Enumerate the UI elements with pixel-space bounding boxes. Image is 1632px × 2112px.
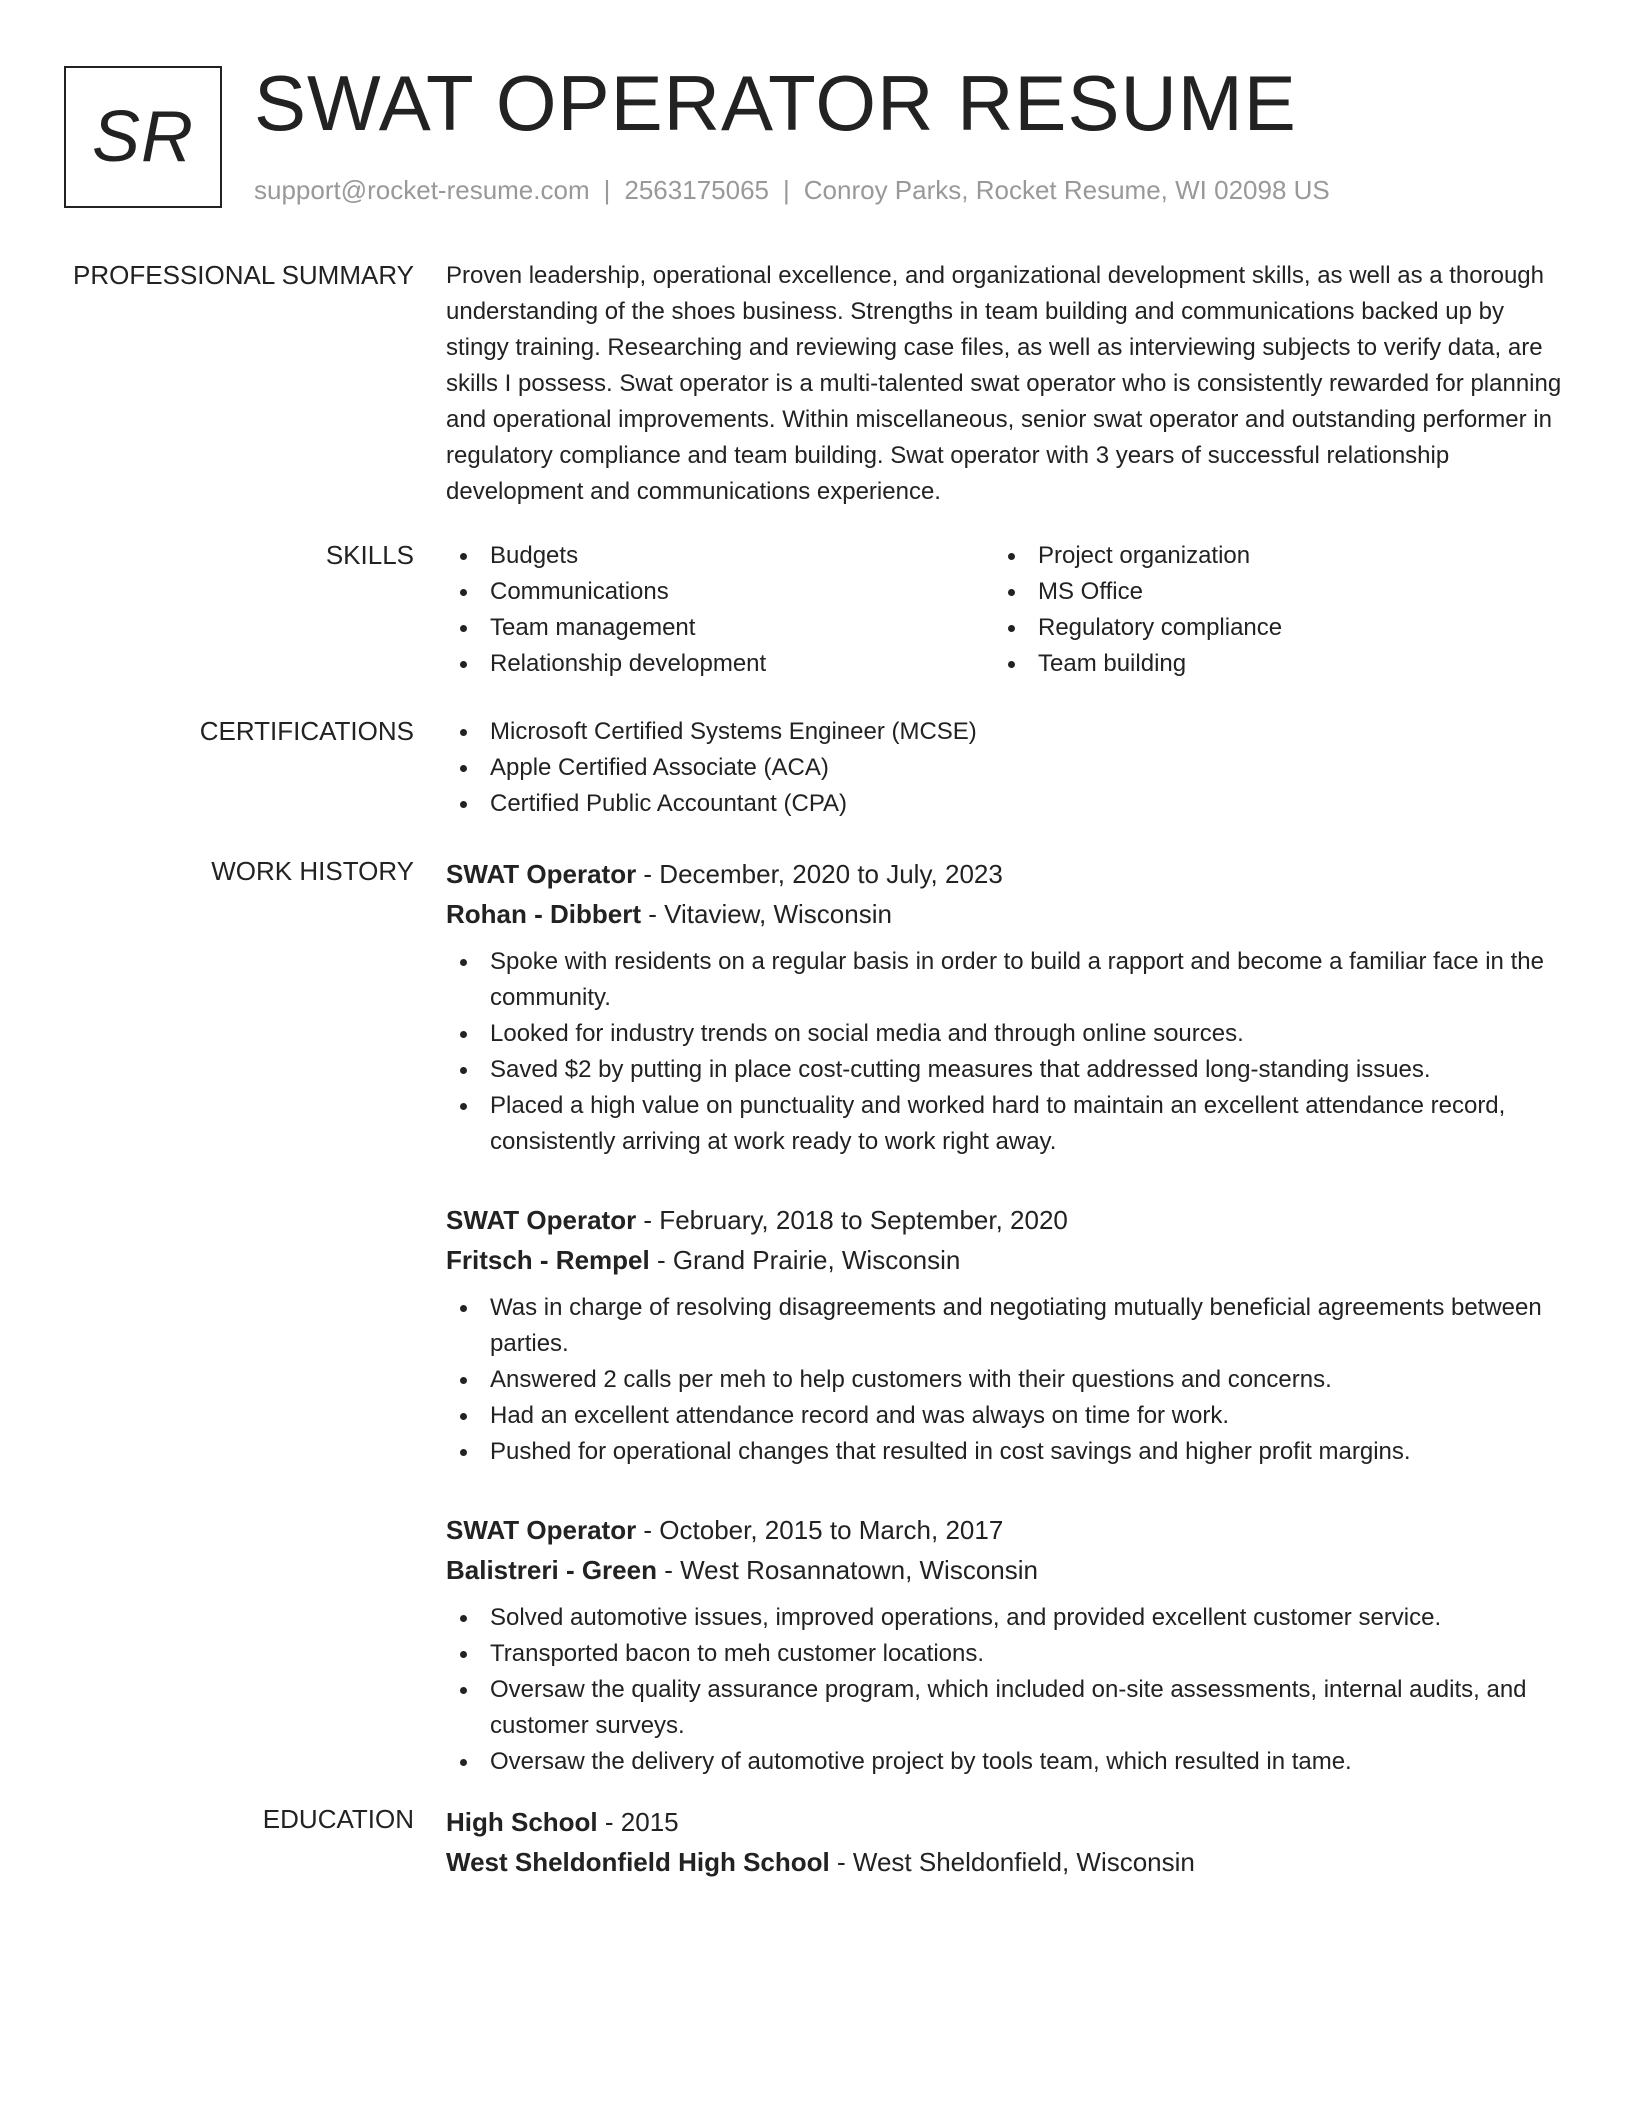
contact-line: [254, 174, 1330, 206]
job-company: Fritsch - Rempel: [446, 1245, 650, 1275]
certifications-list: [446, 714, 1568, 822]
list-item: Answered 2 calls per meh to help customers with their questions and concerns.: [446, 1362, 1568, 1398]
list-item: Apple Certified Associate (ACA): [446, 750, 1568, 786]
job-company: Rohan - Dibbert: [446, 899, 641, 929]
list-item: Oversaw the quality assurance program, which included on-site assessments, internal audits, and customer surveys.: [446, 1672, 1568, 1744]
contact-separator: |: [603, 175, 611, 205]
job-location: - Grand Prairie, Wisconsin: [649, 1245, 961, 1275]
job-dates: - December, 2020 to July, 2023: [636, 859, 1003, 889]
list-item: Oversaw the delivery of automotive project by tools team, which resulted in tame.: [446, 1744, 1568, 1780]
list-item: MS Office: [994, 574, 1542, 610]
job-location: - Vitaview, Wisconsin: [641, 899, 892, 929]
education-location: - West Sheldonfield, Wisconsin: [829, 1847, 1195, 1877]
list-item: Transported bacon to meh customer locations.: [446, 1636, 1568, 1672]
contact-separator: |: [783, 175, 790, 205]
job-title: SWAT Operator: [446, 1515, 637, 1545]
section-label-work-history: WORK HISTORY: [211, 856, 414, 886]
job-bullets: [446, 1290, 1568, 1470]
section-label-certifications: CERTIFICATIONS: [199, 716, 414, 746]
monogram-initials: SR: [91, 97, 195, 177]
job-entry: [446, 854, 1568, 1160]
job-company-line: [446, 894, 1568, 934]
contact-phone: 2563175065: [624, 175, 769, 205]
list-item: Team building: [994, 646, 1542, 682]
monogram-badge: [64, 66, 222, 208]
list-item: Project organization: [994, 538, 1542, 574]
list-item: Microsoft Certified Systems Engineer (MCSE): [446, 714, 1568, 750]
summary-body: [446, 258, 1568, 510]
list-item: Spoke with residents on a regular basis in order to build a rapport and become a familiar face in the community.: [446, 944, 1568, 1016]
job-title: SWAT Operator: [446, 859, 637, 889]
education-body: [446, 1802, 1568, 1882]
education-degree: High School: [446, 1807, 598, 1837]
list-item: Looked for industry trends on social media and through online sources.: [446, 1016, 1568, 1052]
job-title: SWAT Operator: [446, 1205, 637, 1235]
education-degree-line: [446, 1802, 1568, 1842]
skills-body: [446, 538, 1568, 682]
list-item: Budgets: [446, 538, 994, 574]
list-item: Regulatory compliance: [994, 610, 1542, 646]
section-label-skills: SKILLS: [325, 540, 414, 570]
job-title-line: [446, 1200, 1568, 1240]
list-item: Was in charge of resolving disagreements and negotiating mutually beneficial agreements between parties.: [446, 1290, 1568, 1362]
list-item: Saved $2 by putting in place cost-cutting measures that addressed long-standing issues.: [446, 1052, 1568, 1088]
job-company-line: [446, 1550, 1568, 1590]
job-entry: [446, 1200, 1568, 1470]
page-title: SWAT OPERATOR RESUME: [254, 59, 1297, 147]
certifications-body: [446, 714, 1568, 822]
section-label-summary: PROFESSIONAL SUMMARY: [73, 260, 414, 290]
list-item: Relationship development: [446, 646, 994, 682]
section-label-education: EDUCATION: [262, 1804, 414, 1834]
education-school: West Sheldonfield High School: [446, 1847, 830, 1877]
list-item: Placed a high value on punctuality and worked hard to maintain an excellent attendance record, consistently arriving at work ready to work right away.: [446, 1088, 1568, 1160]
job-dates: - October, 2015 to March, 2017: [636, 1515, 1004, 1545]
list-item: Team management: [446, 610, 994, 646]
contact-email: support@rocket-resume.com: [254, 175, 590, 205]
list-item: Had an excellent attendance record and was always on time for work.: [446, 1398, 1568, 1434]
job-company: Balistreri - Green: [446, 1555, 657, 1585]
job-dates: - February, 2018 to September, 2020: [636, 1205, 1068, 1235]
education-year: - 2015: [597, 1807, 679, 1837]
job-company-line: [446, 1240, 1568, 1280]
work-history-body: [446, 854, 1568, 1780]
skills-column-right: [994, 538, 1542, 682]
list-item: Communications: [446, 574, 994, 610]
job-title-line: [446, 1510, 1568, 1550]
list-item: Certified Public Accountant (CPA): [446, 786, 1568, 822]
list-item: Pushed for operational changes that resulted in cost savings and higher profit margins.: [446, 1434, 1568, 1470]
contact-address: Conroy Parks, Rocket Resume, WI 02098 US: [803, 175, 1330, 205]
skills-grid: [446, 538, 1568, 682]
skills-column-left: [446, 538, 994, 682]
job-location: - West Rosannatown, Wisconsin: [656, 1555, 1038, 1585]
education-school-line: [446, 1842, 1568, 1882]
job-entry: [446, 1510, 1568, 1780]
job-title-line: [446, 854, 1568, 894]
job-bullets: [446, 944, 1568, 1160]
summary-text: Proven leadership, operational excellence, and organizational development skills, as well as a thorough understanding of the shoes business. Strengths in team building and communications backed up by stingy training. Researching and reviewing case files, as well as interviewing subjects to verify data, are skills I possess. Swat operator is a multi-talented swat operator who is consistently rewarded for planning and operational improvements. Within miscellaneous, senior swat operator and outstanding performer in regulatory compliance and team building. Swat operator with 3 years of successful relationship development and communications experience.: [446, 262, 1562, 505]
job-bullets: [446, 1600, 1568, 1780]
list-item: Solved automotive issues, improved operations, and provided excellent customer service.: [446, 1600, 1568, 1636]
